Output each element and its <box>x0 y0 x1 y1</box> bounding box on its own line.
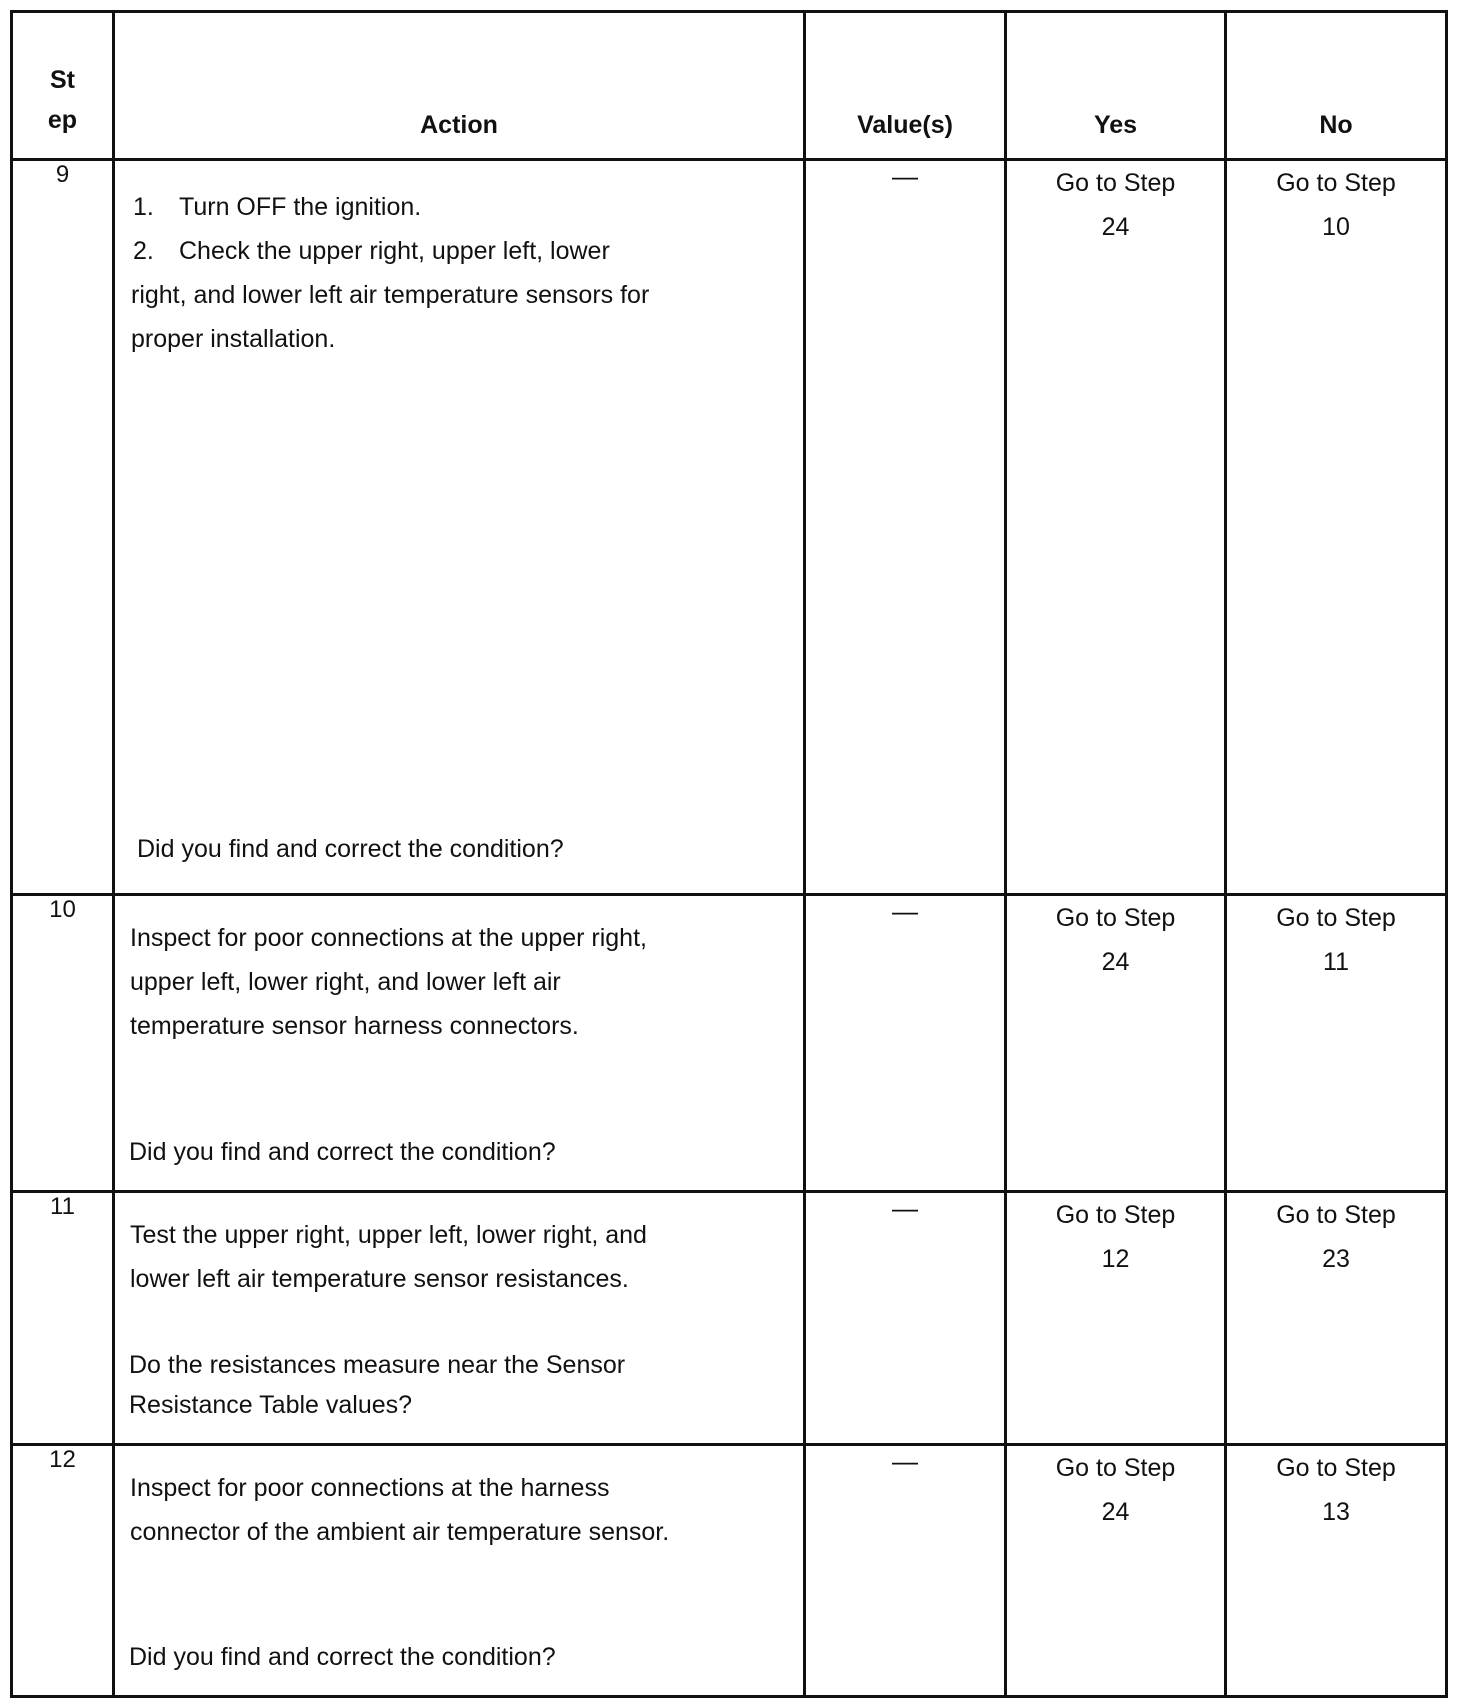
value-cell: — <box>805 895 1006 1192</box>
diagnostic-table <box>10 10 1448 1698</box>
action-cell <box>114 1192 805 1445</box>
yes-cell <box>1006 895 1226 1192</box>
header-values: Value(s) <box>805 12 1006 160</box>
action-step-continuation: right, and lower left air temperature sensors for <box>131 281 650 309</box>
goto-step-number: 13 <box>1322 1498 1350 1526</box>
action-step-continuation: proper installation. <box>131 325 336 353</box>
goto-step-number: 23 <box>1322 1245 1350 1273</box>
header-no: No <box>1226 12 1447 160</box>
goto-label: Go to Step <box>1276 1201 1396 1229</box>
value-cell: — <box>805 160 1006 895</box>
action-line: upper left, lower right, and lower left air <box>130 968 561 996</box>
step-number: 10 <box>12 895 114 1192</box>
goto-label: Go to Step <box>1276 169 1396 197</box>
action-question: Did you find and correct the condition? <box>129 1643 556 1671</box>
action-step-list <box>115 161 803 361</box>
value-cell: — <box>805 1445 1006 1697</box>
action-step-text: Turn OFF the ignition. <box>179 193 422 221</box>
goto-step-number: 24 <box>1101 948 1130 976</box>
yes-cell <box>1006 1445 1226 1697</box>
action-line: Test the upper right, upper left, lower right, and <box>130 1221 647 1249</box>
action-text <box>115 1193 803 1301</box>
action-text <box>115 896 803 1048</box>
no-cell <box>1226 1445 1447 1697</box>
action-step-text: Check the upper right, upper left, lower <box>179 237 610 265</box>
goto-label: Go to Step <box>1055 1201 1176 1229</box>
goto-step-number: 24 <box>1101 1498 1130 1526</box>
yes-cell <box>1006 160 1226 895</box>
action-step-number: 1. <box>133 193 154 221</box>
action-line: temperature sensor harness connectors. <box>130 1012 579 1040</box>
header-step-line2: ep <box>47 106 78 134</box>
table-header-row <box>12 12 1447 160</box>
goto-label: Go to Step <box>1276 1454 1396 1482</box>
step-number: 9 <box>12 160 114 895</box>
goto-step-number: 11 <box>1323 948 1349 976</box>
action-text <box>115 1446 803 1554</box>
action-step-number: 2. <box>133 237 154 265</box>
action-cell <box>114 895 805 1192</box>
action-question-line: Do the resistances measure near the Sensor <box>129 1351 626 1379</box>
no-cell <box>1226 160 1447 895</box>
no-cell <box>1226 1192 1447 1445</box>
header-step <box>12 12 114 160</box>
action-cell <box>114 160 805 895</box>
goto-label: Go to Step <box>1055 169 1176 197</box>
table-row <box>12 160 1447 895</box>
header-action: Action <box>114 12 805 160</box>
goto-label: Go to Step <box>1055 1454 1176 1482</box>
action-line: Inspect for poor connections at the harness <box>130 1474 610 1502</box>
action-question <box>129 1345 793 1425</box>
step-number: 12 <box>12 1445 114 1697</box>
no-cell <box>1226 895 1447 1192</box>
table-row <box>12 1192 1447 1445</box>
goto-label: Go to Step <box>1055 904 1176 932</box>
goto-step-number: 10 <box>1322 213 1350 241</box>
action-question: Did you find and correct the condition? <box>137 835 564 863</box>
action-line: connector of the ambient air temperature sensor. <box>130 1518 670 1546</box>
goto-label: Go to Step <box>1276 904 1396 932</box>
yes-cell <box>1006 1192 1226 1445</box>
header-step-line1: St <box>50 66 75 94</box>
table-row <box>12 1445 1447 1697</box>
action-step-item <box>131 229 803 273</box>
step-number: 11 <box>12 1192 114 1445</box>
action-question-line: Resistance Table values? <box>129 1391 413 1419</box>
action-line: lower left air temperature sensor resistances. <box>130 1265 629 1293</box>
header-yes: Yes <box>1006 12 1226 160</box>
action-question: Did you find and correct the condition? <box>129 1138 556 1166</box>
action-line: Inspect for poor connections at the upper right, <box>130 924 647 952</box>
goto-step-number: 24 <box>1101 213 1130 241</box>
table-row <box>12 895 1447 1192</box>
action-step-item <box>131 185 803 229</box>
goto-step-number: 12 <box>1101 1245 1130 1273</box>
value-cell: — <box>805 1192 1006 1445</box>
action-cell <box>114 1445 805 1697</box>
